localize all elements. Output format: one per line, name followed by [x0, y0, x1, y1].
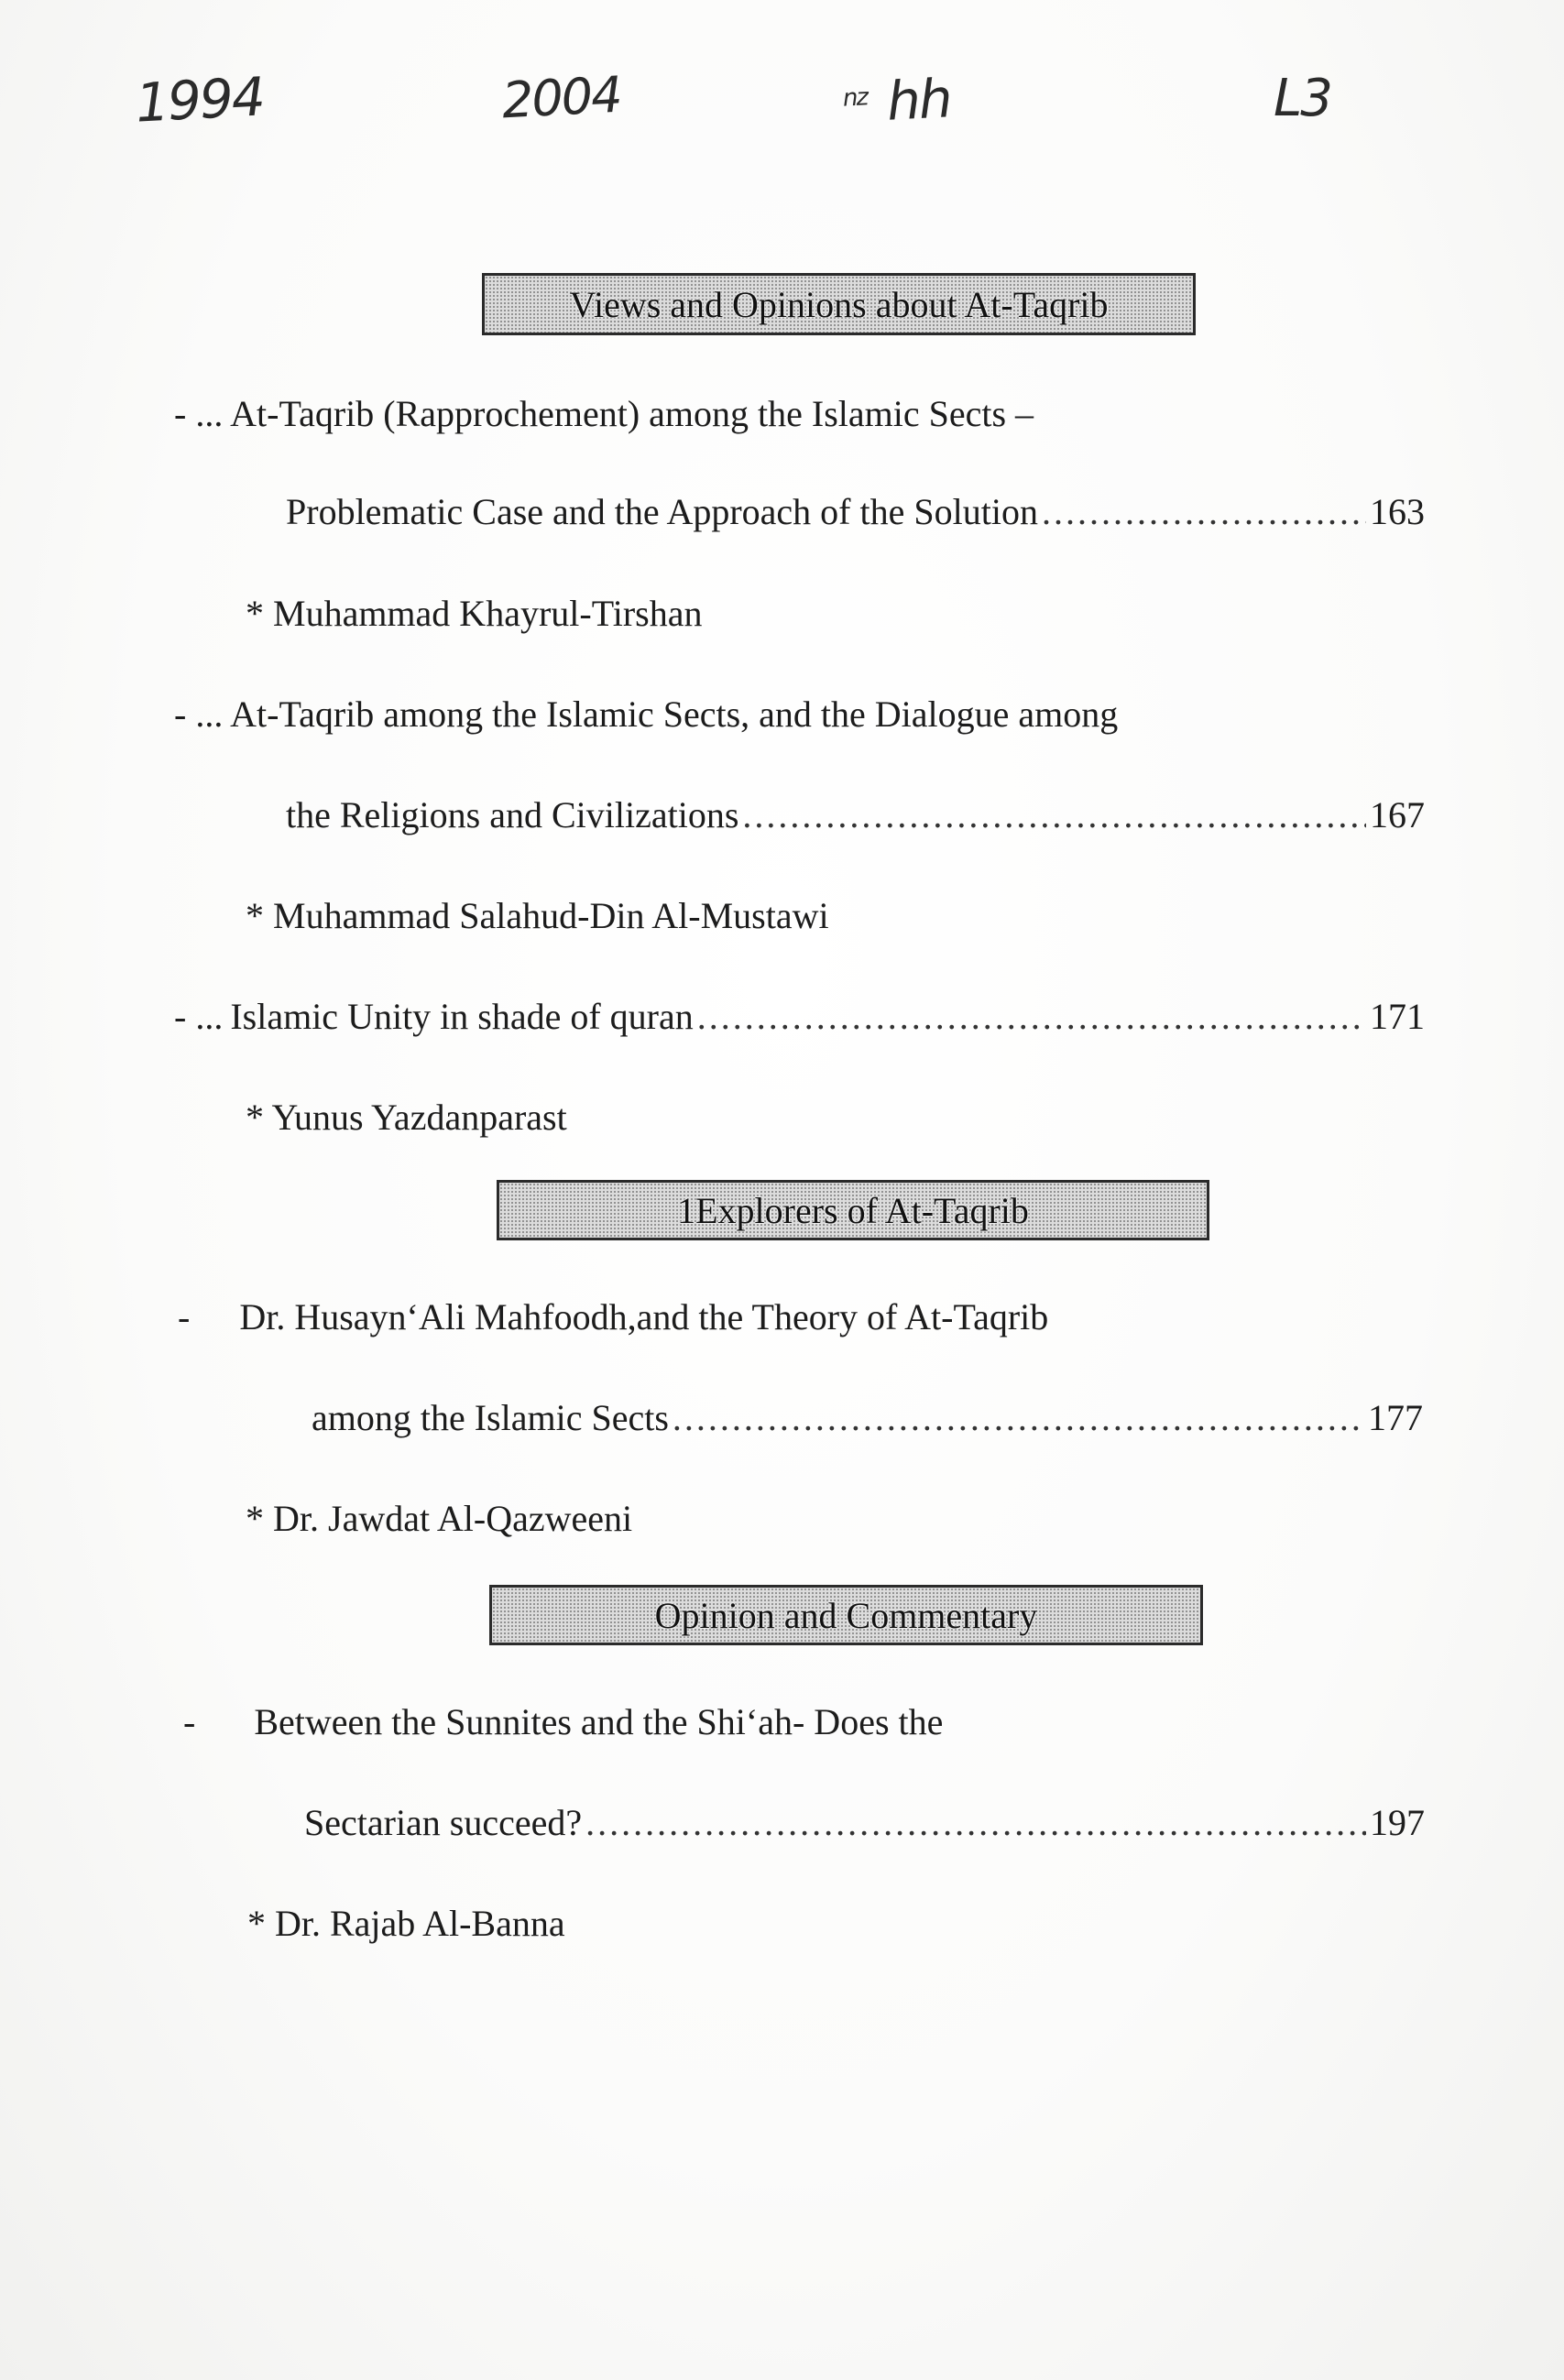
entry-3-page-number: 171 — [1370, 996, 1425, 1037]
entry-4-prefix: - — [178, 1296, 191, 1337]
dot-leader — [673, 1396, 1364, 1440]
dot-leader — [585, 1801, 1366, 1845]
entry-5-title-line-2: Sectarian succeed? — [304, 1802, 583, 1843]
entry-2-author: * Muhammad Salahud-Din Al-Mustawi — [246, 895, 829, 936]
entry-4-author: * Dr. Jawdat Al-Qazweeni — [246, 1498, 633, 1539]
entry-5-page-number: 197 — [1370, 1802, 1425, 1843]
entry-2-title-line-2: the Religions and Civilizations — [286, 794, 739, 835]
entry-5-line-2 — [304, 1801, 1425, 1845]
dot-leader — [697, 995, 1366, 1039]
section-heading-explorers: 1Explorers of At-Taqrib — [497, 1180, 1209, 1240]
entry-2-prefix: - ... — [174, 693, 224, 735]
section-heading-opinion-commentary: Opinion and Commentary — [489, 1585, 1203, 1645]
entry-1-title-line-2: Problematic Case and the Approach of the Solution — [286, 491, 1038, 532]
entry-4-page-number: 177 — [1368, 1397, 1423, 1438]
section-heading-views-opinions: Views and Opinions about At-Taqrib — [482, 273, 1196, 335]
entry-2-line-2 — [286, 793, 1425, 837]
entry-3-author: * Yunus Yazdanparast — [246, 1097, 567, 1138]
entry-1-author: * Muhammad Khayrul-Tirshan — [246, 593, 703, 634]
entry-2-page-number: 167 — [1370, 794, 1425, 835]
entry-3-title-line-1: Islamic Unity in shade of quran — [230, 996, 694, 1037]
handwritten-note-4: hh — [885, 67, 953, 133]
entry-5-line-1 — [183, 1700, 943, 1744]
entry-1-line-1 — [174, 392, 1034, 436]
entry-4-title-line-2: among the Islamic Sects — [312, 1397, 669, 1438]
entry-1-line-2 — [286, 490, 1425, 534]
entry-5-title-line-1: Between the Sunnites and the Shi‘ah- Does the — [254, 1701, 944, 1742]
entry-5-prefix: - — [183, 1701, 196, 1742]
entry-4-line-1 — [178, 1295, 1048, 1339]
dot-leader — [1042, 490, 1366, 534]
entry-1-page-number: 163 — [1370, 491, 1425, 532]
entry-2-title-line-1: At-Taqrib among the Islamic Sects, and the Dialogue among — [230, 693, 1119, 735]
entry-4-title-line-1: Dr. Husayn‘Ali Mahfoodh,and the Theory of At-Taqrib — [239, 1296, 1049, 1337]
handwritten-note-5: L3 — [1274, 69, 1331, 128]
handwritten-note-1: 1994 — [134, 65, 266, 135]
entry-1-prefix: - ... — [174, 393, 224, 434]
entry-3-prefix: - ... — [174, 996, 224, 1037]
entry-1-title-line-1: At-Taqrib (Rapprochement) among the Islamic Sects – — [230, 393, 1034, 434]
dot-leader — [742, 793, 1366, 837]
entry-5-author: * Dr. Rajab Al-Banna — [247, 1903, 565, 1944]
handwritten-note-2: 2004 — [500, 65, 622, 130]
entry-3-line-1 — [174, 995, 1425, 1039]
handwritten-note-3: nz — [842, 83, 868, 113]
entry-2-line-1 — [174, 693, 1118, 737]
entry-4-line-2 — [312, 1396, 1423, 1440]
